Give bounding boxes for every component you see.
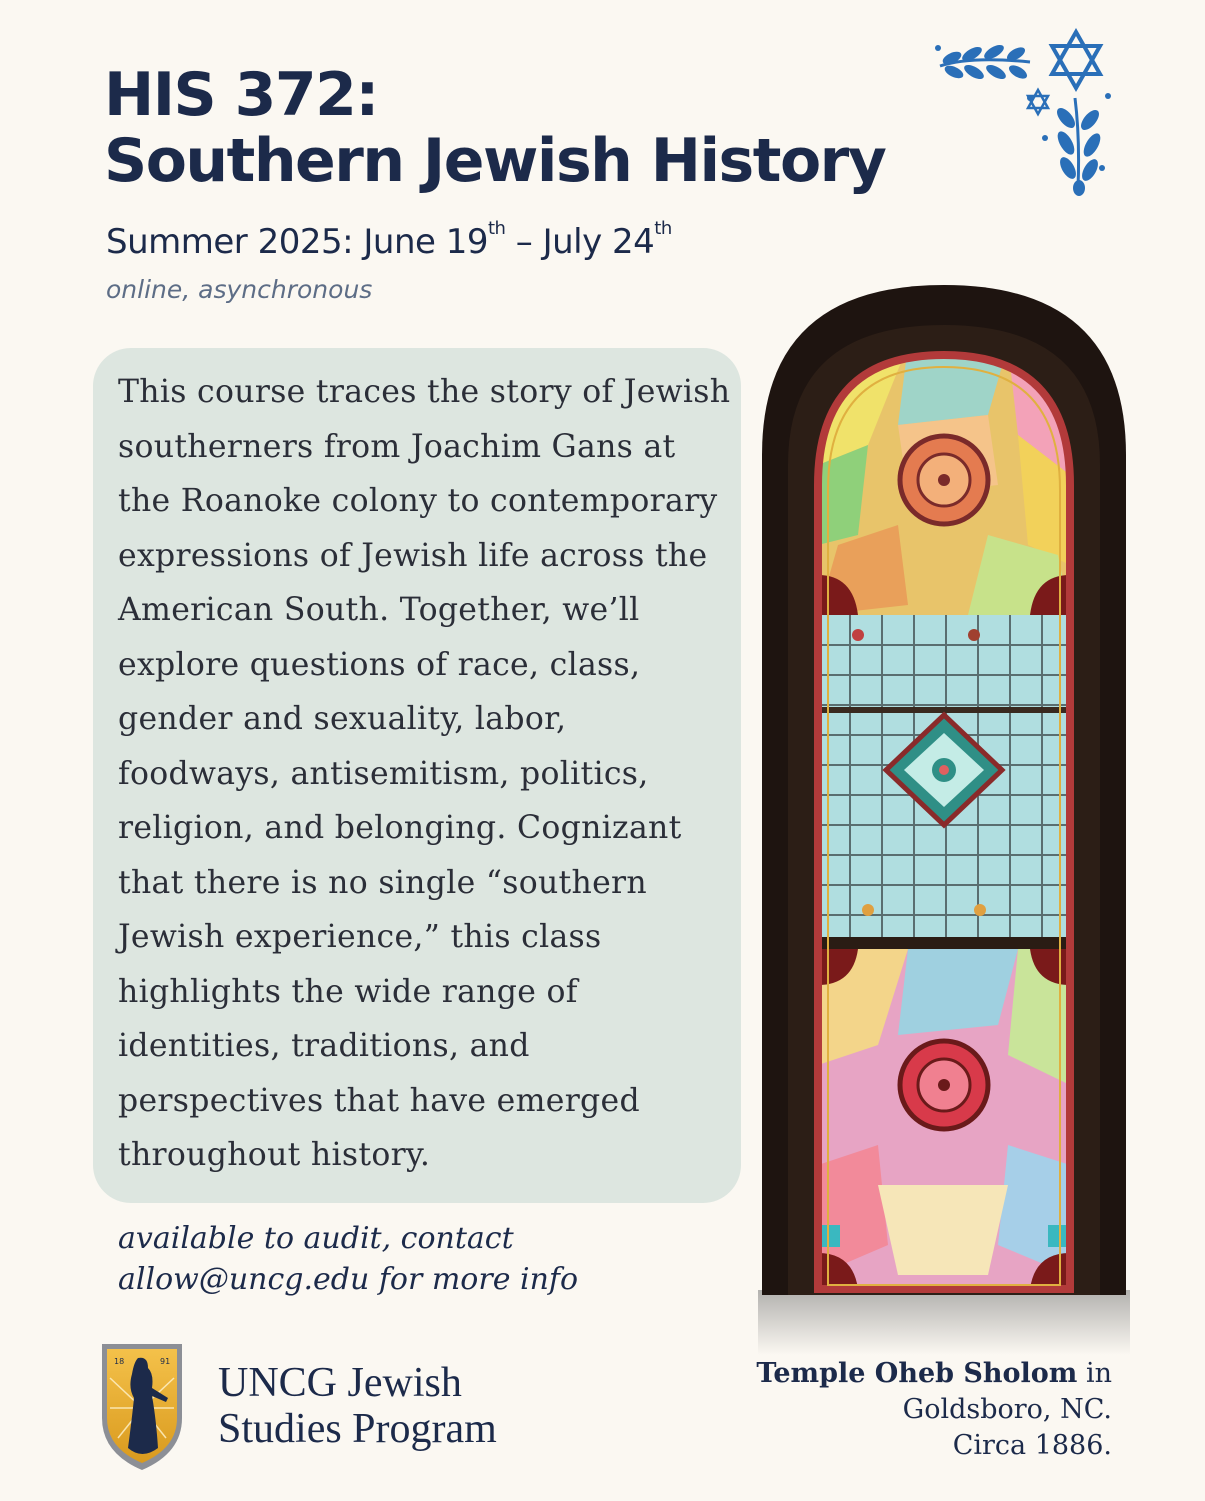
uncg-seal-icon — [98, 1338, 186, 1473]
star-of-david-floral-icon — [930, 28, 1116, 196]
temple-date: Circa 1886. — [952, 1430, 1112, 1461]
course-code: HIS 372: — [104, 60, 378, 130]
image-caption: Temple Oheb Sholom in Goldsboro, NC. Circa 1886. — [756, 1356, 1112, 1464]
seal-year-right: 91 — [160, 1357, 171, 1366]
course-name: Southern Jewish History — [104, 126, 886, 196]
course-title — [104, 62, 885, 194]
temple-location: Goldsboro, NC. — [902, 1394, 1112, 1425]
course-dates: Summer 2025: June 19th – July 24th — [106, 218, 672, 262]
seal-year-left: 18 — [114, 1357, 125, 1366]
stained-glass-window — [758, 285, 1130, 1355]
program-name: UNCG Jewish Studies Program — [218, 1360, 497, 1452]
contact-email[interactable]: allow@uncg.edu for more info — [118, 1262, 579, 1297]
course-format: online, asynchronous — [106, 275, 373, 304]
audit-note: available to audit, contact allow@uncg.edu for more info — [118, 1218, 678, 1300]
temple-name: Temple Oheb Sholom — [756, 1358, 1078, 1389]
course-description: This course traces the story of Jewish southerners from Joachim Gans at the Roanoke colony to contemporary expressions of Jewish life across the American South. Together, we’ll explore questions of race, class, gender and sexuality, labor, foodways, antisemitism, politics, religion, and belonging. Cognizant that there is no single “southern Jewish experience,” this class highlights the wide range of identities, traditions, and perspectives that have emerged throughout history. — [118, 374, 731, 1173]
